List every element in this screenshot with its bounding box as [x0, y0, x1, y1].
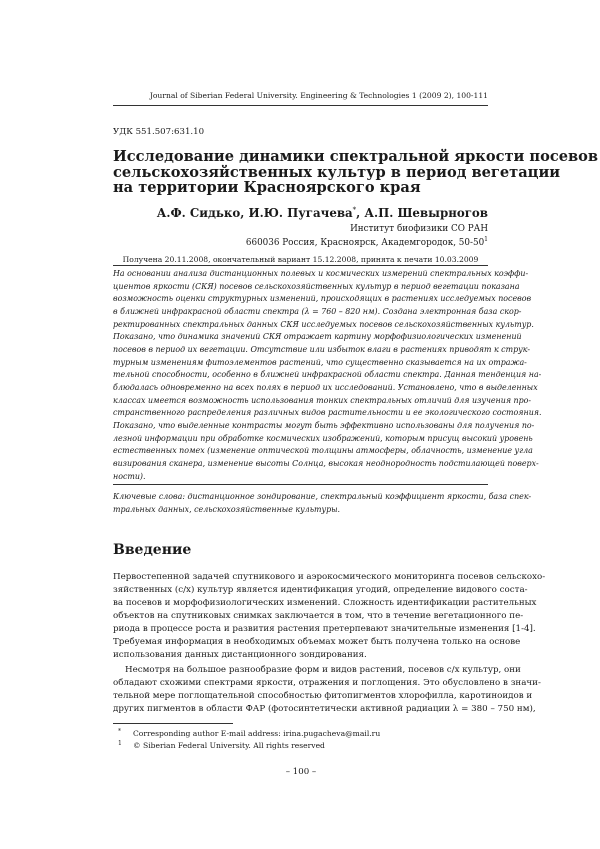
paragraph-1: [113, 571, 546, 662]
paragraph-2: [113, 664, 541, 716]
paragraph-line: использования данных дистанционного зондирования.: [113, 650, 367, 661]
abstract-bottom-rule: [113, 484, 488, 485]
abstract-line: посевов в период их вегетации. Отсутствие или избыток влаги в растениях приводят к струк-: [113, 344, 531, 354]
paragraph-line: объектов на спутниковых снимках заключается в том, что в течение вегетационного пе-: [113, 611, 524, 622]
corresponding-mark: *: [352, 206, 357, 214]
paragraph-line: риода в процессе роста и развития растения претерпевают значительные изменения [1-4].: [113, 624, 536, 635]
abstract-top-rule: [113, 265, 488, 266]
footnote: [113, 728, 489, 740]
paragraph-line: тельной мере поглощательной способностью фитопигментов хлорофилла, каротиноидов и: [113, 691, 533, 702]
keywords-line: Ключевые слова: дистанционное зондирование, спектральный коэффициент яркости, база спек-: [113, 492, 532, 501]
abstract-line: естественных помех (изменение оптической толщины атмосферы, облачность, изменение угла: [113, 446, 533, 456]
address-text: 660036 Россия, Красноярск, Академгородок, 50-50: [245, 238, 485, 248]
received-dates: Получена 20.11.2008, окончательный вариант 15.12.2008, принята к печати 10.03.2009: [122, 255, 479, 264]
abstract-line: лезной информации при обработке космических изображений, которым присущ высокий уровень: [113, 433, 533, 443]
section-heading: Введение: [113, 542, 192, 558]
keywords-line: тральных данных, сельскохозяйственные культуры.: [113, 505, 341, 514]
footnote: [113, 740, 489, 752]
footnote-text: Corresponding author E-mail address: irina.pugacheva@mail.ru: [133, 729, 381, 738]
footnote-text: © Siberian Federal University. All rights reserved: [133, 740, 325, 750]
abstract: [113, 268, 542, 483]
journal-header: Journal of Siberian Federal University. Engineering & Technologies 1 (2009 2), 100-111: [149, 91, 488, 100]
header-rule: [113, 105, 488, 106]
title-line: сельскохозяйственных культур в период вегетации: [113, 163, 561, 181]
title-line: на территории Красноярского края: [113, 179, 421, 196]
abstract-line: возможность оценки структурных изменений, происходящих в растениях исследуемых посевов: [113, 294, 532, 304]
abstract-line: в ближней инфракрасной области спектра (λ = 760 – 820 нм). Создана электронная база скор-: [113, 306, 522, 316]
affiliation-institute: Институт биофизики СО РАН: [350, 224, 488, 234]
abstract-line: ректированных спектральных данных СКЯ исследуемых посевов сельскохозяйственных культур.: [113, 319, 534, 329]
paragraph-line: Первостепенной задачей спутникового и аэрокосмического мониторинга посевов сельскохо-: [113, 572, 546, 582]
paragraph-line: ва посевов и морфофизиологических изменений. Сложность идентификации растительных: [113, 598, 537, 609]
abstract-line: турным изменениям фитоэлементов растений, что существенно сказывается на их отража-: [113, 357, 527, 367]
address-mark: 1: [484, 236, 488, 243]
page-number: – 100 –: [285, 767, 317, 777]
affiliation-address: [113, 236, 488, 248]
authors: [113, 206, 488, 220]
footnote-mark: *: [118, 728, 121, 735]
footnotes: [113, 728, 489, 751]
paragraph-line: зяйственных (с/х) культур является идентификация угодий, определение видового соста-: [113, 585, 528, 596]
udk-code: УДК 551.507:631.10: [113, 127, 205, 137]
paragraph-line: других пигментов в области ФАР (фотосинтетически активной радиации λ = 380 – 750 нм),: [113, 704, 536, 715]
abstract-line: Показано, что выделенные контрасты могут быть эффективно использованы для получения по-: [113, 420, 535, 430]
paper-title: [113, 148, 598, 196]
abstract-line: Показано, что динамика значений СКЯ отражает картину морфофизиологических изменений: [113, 332, 522, 342]
abstract-line: странственного распределения различных видов растительности и ее экологического состояния.: [113, 408, 542, 418]
title-line: Исследование динамики спектральной яркости посевов: [113, 148, 598, 165]
abstract-line: классах имеется возможность использования тонких спектральных отличий для изучения про-: [113, 395, 532, 405]
abstract-line: визирования сканера, изменение высоты Солнца, высокая неоднородность подстилающей поверх-: [113, 458, 539, 468]
paragraph-line: Несмотря на большое разнообразие форм и видов растений, посевов с/х культур, они: [125, 665, 521, 675]
abstract-line: тельной способности, особенно в ближней инфракрасной области спектра. Данная тенденция на-: [113, 370, 542, 380]
paragraph-line: Требуемая информация в необходимых объемах может быть получена только на основе: [113, 637, 521, 648]
abstract-line: блюдалась одновременно на всех полях в период их исследований. Установлено, что в выделенных: [113, 382, 538, 392]
abstract-line: циентов яркости (СКЯ) посевов сельскохозяйственных культур в период вегетации показана: [113, 281, 520, 291]
abstract-line: На основании анализа дистанционных полевых и космических измерений спектральных коэффи-: [113, 269, 529, 278]
abstract-line: ности).: [113, 471, 146, 481]
author-names-rest: , А.П. Шевырногов: [356, 206, 488, 220]
footnote-mark: 1: [118, 739, 122, 747]
paragraph-line: обладают схожими спектрами яркости, отражения и поглощения. Это обусловлено в значи-: [113, 678, 541, 689]
footnote-rule: [113, 723, 233, 724]
keywords: [113, 490, 532, 516]
author-names: А.Ф. Сидько, И.Ю. Пугачева: [156, 206, 353, 220]
